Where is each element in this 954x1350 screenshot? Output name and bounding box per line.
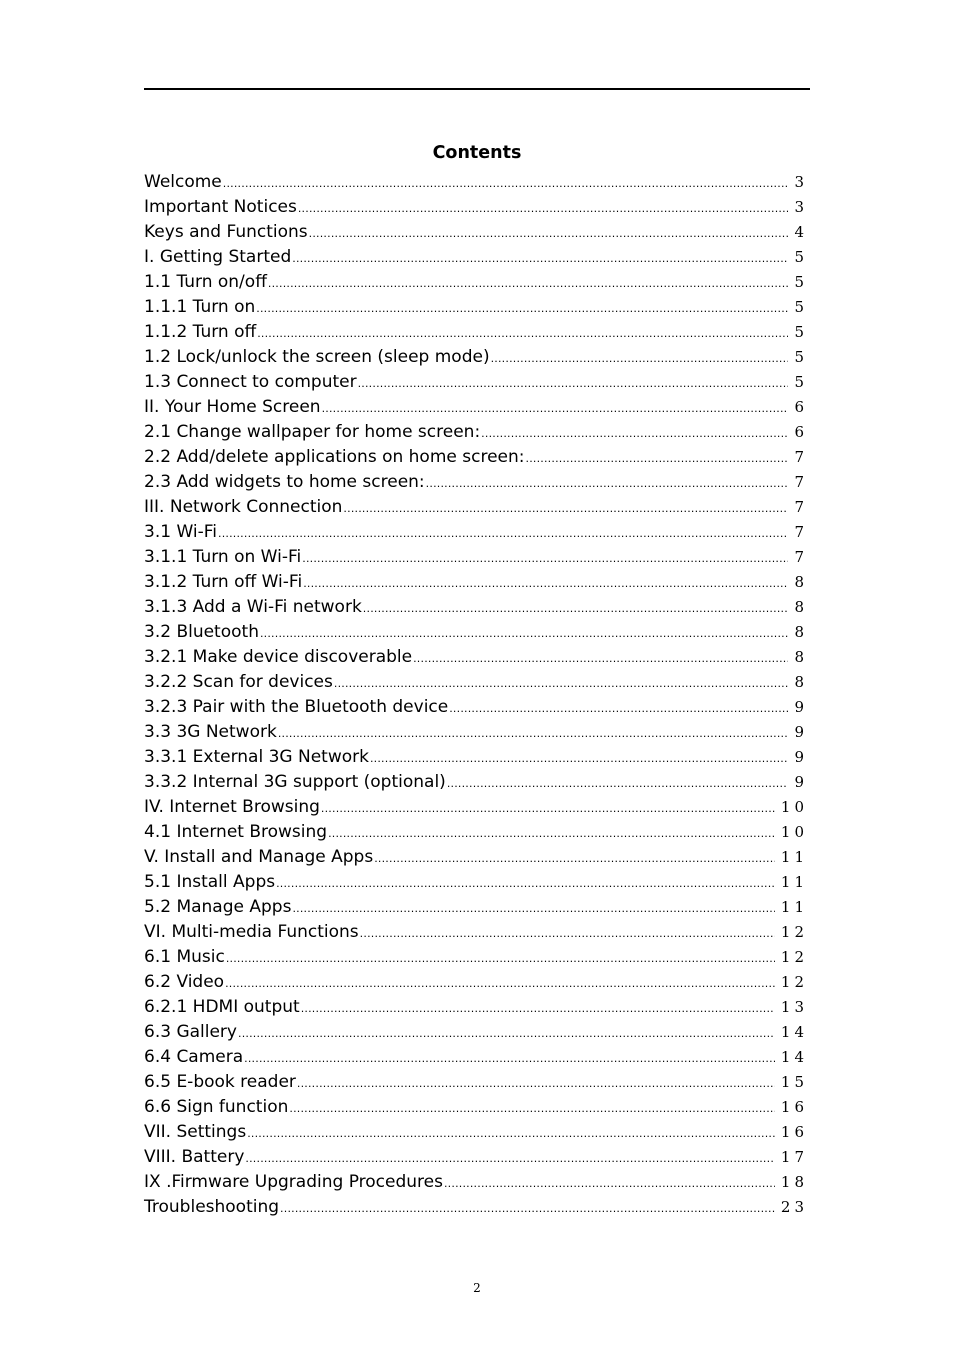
toc-entry[interactable] xyxy=(144,970,808,995)
toc-entry-page: 15 xyxy=(780,1073,808,1091)
dot-leader xyxy=(449,696,788,721)
toc-entry-label: 1.1 Turn on/off xyxy=(144,272,267,292)
toc-entry-page: 5 xyxy=(794,298,808,316)
toc-entry-label: Important Notices xyxy=(144,197,297,217)
dot-leader xyxy=(321,796,775,821)
toc-entry[interactable] xyxy=(144,1170,808,1195)
toc-entry-page: 9 xyxy=(794,698,808,716)
dot-leader xyxy=(280,1196,775,1221)
toc-entry-label: I. Getting Started xyxy=(144,247,292,267)
toc-entry[interactable] xyxy=(144,745,808,770)
toc-entry[interactable] xyxy=(144,320,808,345)
toc-entry-page: 13 xyxy=(780,998,808,1016)
toc-entry[interactable] xyxy=(144,595,808,620)
toc-entry[interactable] xyxy=(144,870,808,895)
dot-leader xyxy=(297,1071,775,1096)
toc-entry[interactable] xyxy=(144,570,808,595)
toc-entry-page: 10 xyxy=(780,823,808,841)
toc-entry[interactable] xyxy=(144,770,808,795)
toc-entry-label: 3.3.1 External 3G Network xyxy=(144,747,369,767)
dot-leader xyxy=(363,596,789,621)
toc-entry-label: 3.3 3G Network xyxy=(144,722,277,742)
dot-leader xyxy=(226,946,775,971)
toc-entry[interactable] xyxy=(144,895,808,920)
toc-entry[interactable] xyxy=(144,1195,808,1220)
toc-entry-label: 6.4 Camera xyxy=(144,1047,244,1067)
toc-entry-page: 23 xyxy=(780,1198,808,1216)
dot-leader xyxy=(444,1171,775,1196)
toc-entry[interactable] xyxy=(144,820,808,845)
dot-leader xyxy=(256,296,788,321)
toc-entry-page: 8 xyxy=(794,573,808,591)
toc-entry-page: 6 xyxy=(794,398,808,416)
toc-entry-label: 3.1 Wi-Fi xyxy=(144,522,217,542)
dot-leader xyxy=(292,896,774,921)
toc-entry-label: 3.1.1 Turn on Wi-Fi xyxy=(144,547,302,567)
page-number: 2 xyxy=(473,1281,481,1295)
toc-entry-page: 10 xyxy=(780,798,808,816)
toc-entry[interactable] xyxy=(144,245,808,270)
toc-entry-page: 8 xyxy=(794,673,808,691)
toc-entry-page: 8 xyxy=(794,598,808,616)
dot-leader xyxy=(278,721,789,746)
toc-entry-page: 5 xyxy=(794,273,808,291)
toc-entry[interactable] xyxy=(144,170,808,195)
dot-leader xyxy=(309,221,789,246)
toc-entry-page: 4 xyxy=(794,223,808,241)
toc-entry[interactable] xyxy=(144,1045,808,1070)
dot-leader xyxy=(328,821,775,846)
toc-entry[interactable] xyxy=(144,495,808,520)
toc-entry-page: 7 xyxy=(794,498,808,516)
toc-entry-label: IX .Firmware Upgrading Procedures xyxy=(144,1172,443,1192)
toc-entry[interactable] xyxy=(144,995,808,1020)
dot-leader xyxy=(447,771,789,796)
dot-leader xyxy=(374,846,775,871)
toc-entry[interactable] xyxy=(144,220,808,245)
toc-entry-label: 5.1 Install Apps xyxy=(144,872,276,892)
dot-leader xyxy=(526,446,789,471)
toc-entry-page: 18 xyxy=(780,1173,808,1191)
toc-entry-label: 1.1.1 Turn on xyxy=(144,297,256,317)
dot-leader xyxy=(292,246,788,271)
toc-entry-label: 5.2 Manage Apps xyxy=(144,897,292,917)
toc-entry-label: VI. Multi-media Functions xyxy=(144,922,359,942)
dot-leader xyxy=(223,171,789,196)
toc-entry[interactable] xyxy=(144,395,808,420)
toc-entry-label: 1.3 Connect to computer xyxy=(144,372,357,392)
toc-entry-page: 7 xyxy=(794,473,808,491)
toc-entry[interactable] xyxy=(144,195,808,220)
toc-entry-page: 11 xyxy=(780,848,808,866)
dot-leader xyxy=(289,1096,775,1121)
toc-entry[interactable] xyxy=(144,920,808,945)
toc-entry-label: VIII. Battery xyxy=(144,1147,245,1167)
toc-entry-page: 5 xyxy=(794,323,808,341)
toc-entry-label: 3.2.1 Make device discoverable xyxy=(144,647,413,667)
toc-entry[interactable] xyxy=(144,545,808,570)
dot-leader xyxy=(303,571,788,596)
toc-entry-page: 5 xyxy=(794,248,808,266)
toc-entry-label: Welcome xyxy=(144,172,222,192)
toc-entry-page: 17 xyxy=(780,1148,808,1166)
toc-entry[interactable] xyxy=(144,645,808,670)
dot-leader xyxy=(238,1021,775,1046)
dot-leader xyxy=(225,971,775,996)
toc-entry-label: 6.2 Video xyxy=(144,972,225,992)
toc-entry-label: 2.1 Change wallpaper for home screen: xyxy=(144,422,481,442)
toc-entry-page: 12 xyxy=(780,948,808,966)
toc-entry-page: 11 xyxy=(780,898,808,916)
toc-entry-label: 1.1.2 Turn off xyxy=(144,322,257,342)
dot-leader xyxy=(491,346,789,371)
toc-title: Contents xyxy=(432,143,522,163)
toc-entry-page: 9 xyxy=(794,773,808,791)
toc-entry-page: 6 xyxy=(794,423,808,441)
toc-entry-page: 16 xyxy=(780,1098,808,1116)
toc-entry-label: 6.3 Gallery xyxy=(144,1022,237,1042)
toc-entry-page: 8 xyxy=(794,648,808,666)
toc-entry[interactable] xyxy=(144,420,808,445)
toc-entry-page: 14 xyxy=(780,1023,808,1041)
dot-leader xyxy=(276,871,775,896)
toc-entry-page: 7 xyxy=(794,548,808,566)
toc-entry-label: 3.1.2 Turn off Wi-Fi xyxy=(144,572,303,592)
dot-leader xyxy=(358,371,789,396)
toc-entry-label: 6.2.1 HDMI output xyxy=(144,997,300,1017)
toc-entry[interactable] xyxy=(144,270,808,295)
toc-entry-label: V. Install and Manage Apps xyxy=(144,847,374,867)
toc-entry-label: 3.2.3 Pair with the Bluetooth device xyxy=(144,697,449,717)
toc-entry-label: 3.2.2 Scan for devices xyxy=(144,672,333,692)
dot-leader xyxy=(247,1121,775,1146)
toc-entry[interactable] xyxy=(144,445,808,470)
toc-entry[interactable] xyxy=(144,520,808,545)
toc-entry-page: 11 xyxy=(780,873,808,891)
toc-entry-label: 6.6 Sign function xyxy=(144,1097,289,1117)
dot-leader xyxy=(343,496,788,521)
toc-entry[interactable] xyxy=(144,1145,808,1170)
toc-entry[interactable] xyxy=(144,670,808,695)
dot-leader xyxy=(298,196,789,221)
toc-entry[interactable] xyxy=(144,845,808,870)
toc-entry[interactable] xyxy=(144,795,808,820)
toc-entry-page: 12 xyxy=(780,923,808,941)
header-rule xyxy=(144,88,810,90)
toc-entry-page: 12 xyxy=(780,973,808,991)
toc-entry-label: 6.1 Music xyxy=(144,947,225,967)
toc-entry-label: VII. Settings xyxy=(144,1122,247,1142)
toc-entry-label: 4.1 Internet Browsing xyxy=(144,822,328,842)
dot-leader xyxy=(413,646,788,671)
dot-leader xyxy=(257,321,788,346)
toc-entry-page: 8 xyxy=(794,623,808,641)
dot-leader xyxy=(218,521,788,546)
toc-entry-label: 3.1.3 Add a Wi-Fi network xyxy=(144,597,362,617)
toc-entry-page: 16 xyxy=(780,1123,808,1141)
dot-leader xyxy=(260,621,788,646)
toc-entry[interactable] xyxy=(144,370,808,395)
dot-leader xyxy=(268,271,789,296)
toc-entry-page: 5 xyxy=(794,348,808,366)
dot-leader xyxy=(322,396,789,421)
dot-leader xyxy=(302,546,788,571)
toc-entry[interactable] xyxy=(144,295,808,320)
toc-entry-label: 2.2 Add/delete applications on home screen: xyxy=(144,447,525,467)
toc-entry[interactable] xyxy=(144,720,808,745)
dot-leader xyxy=(360,921,775,946)
toc-entry-page: 9 xyxy=(794,723,808,741)
table-of-contents xyxy=(144,170,808,1220)
dot-leader xyxy=(370,746,788,771)
dot-leader xyxy=(245,1146,775,1171)
toc-entry[interactable] xyxy=(144,1095,808,1120)
toc-entry-page: 7 xyxy=(794,448,808,466)
toc-entry[interactable] xyxy=(144,695,808,720)
dot-leader xyxy=(334,671,789,696)
toc-entry-label: 3.3.2 Internal 3G support (optional) xyxy=(144,772,446,792)
toc-entry[interactable] xyxy=(144,1020,808,1045)
toc-entry-page: 5 xyxy=(794,373,808,391)
toc-entry[interactable] xyxy=(144,1120,808,1145)
toc-entry[interactable] xyxy=(144,470,808,495)
toc-entry-label: IV. Internet Browsing xyxy=(144,797,320,817)
toc-entry[interactable] xyxy=(144,1070,808,1095)
toc-entry-label: Keys and Functions xyxy=(144,222,308,242)
dot-leader xyxy=(244,1046,775,1071)
toc-entry-label: III. Network Connection xyxy=(144,497,343,517)
toc-entry-label: II. Your Home Screen xyxy=(144,397,321,417)
toc-entry-label: 2.3 Add widgets to home screen: xyxy=(144,472,425,492)
toc-entry-label: 1.2 Lock/unlock the screen (sleep mode) xyxy=(144,347,490,367)
toc-entry-label: 3.2 Bluetooth xyxy=(144,622,259,642)
toc-entry-page: 9 xyxy=(794,748,808,766)
toc-entry-page: 14 xyxy=(780,1048,808,1066)
toc-entry-page: 7 xyxy=(794,523,808,541)
toc-entry-label: Troubleshooting xyxy=(144,1197,280,1217)
toc-entry[interactable] xyxy=(144,345,808,370)
dot-leader xyxy=(481,421,788,446)
dot-leader xyxy=(301,996,775,1021)
toc-entry-label: 6.5 E-book reader xyxy=(144,1072,296,1092)
toc-entry-page: 3 xyxy=(794,173,808,191)
toc-entry-page: 3 xyxy=(794,198,808,216)
toc-entry[interactable] xyxy=(144,620,808,645)
toc-entry[interactable] xyxy=(144,945,808,970)
dot-leader xyxy=(426,471,789,496)
